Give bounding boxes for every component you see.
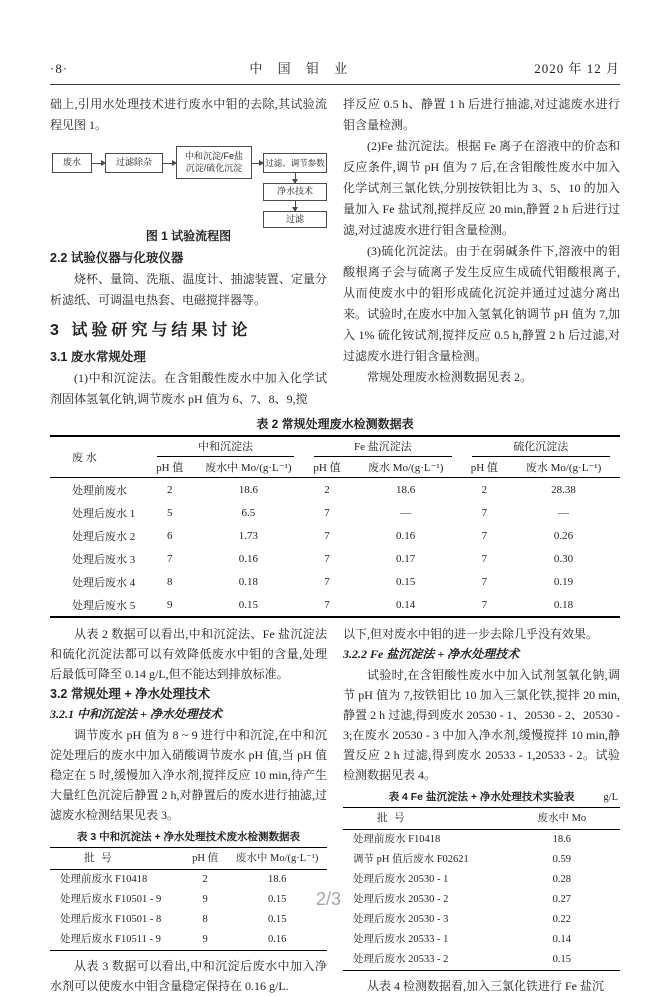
- page-number: ·8·: [50, 61, 69, 76]
- table4-cell-label: 处理后废水 20530 - 3: [353, 914, 449, 925]
- table4-title: 表 4 Fe 盐沉淀法 + 净水处理技术实验表: [388, 791, 575, 803]
- table3-cell: 0.16: [267, 934, 287, 945]
- table2-cell: 0.14: [396, 598, 416, 611]
- heading-3-2-2: 3.2.2 Fe 盐沉淀法 + 净水处理技术: [343, 647, 520, 661]
- table2-cell: 18.6: [238, 483, 258, 496]
- table2-cell: 28.38: [551, 483, 576, 496]
- table3-cell-label: 处理后废水 F10501 - 9: [60, 894, 162, 905]
- heading-2-2: 2.2 试验仪器与化玻仪器: [50, 251, 184, 265]
- heading-3: 3 试验研究与结果讨论: [50, 322, 252, 339]
- table3-cell-label: 处理后废水 F10511 - 9: [60, 934, 161, 945]
- table2-group3: 硫化沉淀法: [462, 436, 620, 457]
- table2-cell: 7: [481, 575, 488, 588]
- table2-subheader-mo: 废水 Mo/(g·L⁻¹): [507, 457, 620, 478]
- table3-cell: 2: [202, 874, 208, 885]
- flow-box-wastewater: 废水: [52, 153, 92, 173]
- arrow-down-icon: [295, 201, 296, 211]
- right-column-bottom: [343, 624, 620, 996]
- table4-header-batch: 批 号: [343, 808, 504, 830]
- table2-cell: 7: [324, 529, 330, 542]
- left-column-bottom: [50, 624, 327, 996]
- page-indicator: 2/3: [315, 889, 342, 909]
- table4-cell: 0.22: [552, 914, 572, 925]
- table2-cell: 7: [166, 552, 173, 565]
- table2-cell: 5: [166, 506, 173, 519]
- table3-cell: 0.15: [267, 894, 287, 905]
- table2-cell-label: 处理后废水 1: [72, 507, 136, 520]
- flow-box-precipitation-line2: 沉淀/硫化沉淀: [185, 162, 243, 173]
- table2-row: [50, 547, 620, 570]
- table2-cell: 1.73: [238, 529, 258, 542]
- running-header: [50, 58, 620, 85]
- table3-header-batch: 批 号: [50, 848, 183, 870]
- table2-cell-label: 处理后废水 4: [72, 576, 136, 589]
- table2-cell: 7: [324, 552, 330, 565]
- table2-cell-label: 处理后废水 5: [72, 599, 136, 612]
- table2-cell: —: [400, 506, 412, 519]
- arrow-down-icon: [295, 173, 296, 183]
- table4-cell-label: 处理前废水 F10418: [353, 834, 441, 845]
- table3-row: [50, 930, 327, 951]
- flow-box-filter-adjust: 过滤、调节参数: [263, 153, 327, 173]
- table4-cell-label: 处理后废水 20533 - 2: [353, 954, 449, 965]
- table3-row: [50, 890, 327, 910]
- table2-cell: 7: [481, 598, 488, 611]
- table3: [50, 847, 327, 951]
- table4-title-bar: [343, 789, 620, 805]
- table2-cell: 9: [166, 598, 173, 611]
- paragraph: (1)中和沉淀法。在含钼酸性废水中加入化学试剂固体氢氧化钠,调节废水 pH 值为 6、7、8、9,搅: [50, 371, 327, 406]
- paragraph: 拌反应 0.5 h、静置 1 h 后进行抽滤,对过滤废水进行钼含量检测。: [343, 97, 620, 132]
- table2-row: [50, 593, 620, 617]
- table2-group2: Fe 盐沉淀法: [304, 436, 461, 457]
- paragraph: 从表 3 数据可以看出,中和沉淀后废水中加入净水剂可以使废水中钼含量稳定保持在 0.16 g/L.: [50, 959, 327, 993]
- table2-row: [50, 501, 620, 524]
- flow-box-precipitation: [176, 146, 252, 179]
- table2-cell: 0.19: [553, 575, 574, 588]
- bottom-columns: [50, 624, 620, 996]
- table4-cell-label: 调节 pH 值后废水 F02621: [353, 854, 469, 865]
- right-column-top: [343, 94, 620, 410]
- table2-title: 表 2 常规处理废水检测数据表: [256, 417, 414, 431]
- table3-cell: 9: [202, 934, 208, 945]
- table4-row: [343, 870, 620, 890]
- table4-cell: 18.6: [552, 834, 572, 845]
- flow-box-filter-impurity: 过滤除杂: [105, 153, 163, 173]
- table2-cell-label: 处理后废水 2: [72, 530, 136, 543]
- table2-cell: 0.18: [553, 598, 574, 611]
- journal-title: 中 国 钼 业: [249, 61, 354, 76]
- table3-cell: 18.6: [267, 874, 287, 885]
- arrow-right-icon: [92, 163, 105, 164]
- table2-cell: 0.16: [238, 552, 258, 565]
- table2-cell: 0.15: [238, 598, 258, 611]
- table2-cell: 7: [324, 506, 330, 519]
- table2-cell: —: [558, 506, 570, 519]
- table4-unit: g/L: [603, 792, 618, 803]
- table2-cell: 0.15: [396, 575, 416, 588]
- paragraph: (3)硫化沉淀法。由于在弱碱条件下,溶液中的钼酸根离子会与硫离子发生反应生成硫代钼酸根离子,从而使废水中的钼形成硫化沉淀并通过过滤分离出来。试验时,在废水中加入氢氧化钠调节 pH 值为 7,加入 1% 硫化铵试剂,搅拌反应 0.5 h,静置 2 h 后过滤,对过滤废水进行钼含量检测。: [343, 244, 620, 363]
- table2-col-waste: 废 水: [50, 436, 147, 478]
- table4-cell: 0.14: [552, 934, 572, 945]
- table2-subheader-ph: pH 值: [304, 457, 350, 478]
- table2-cell: 7: [324, 598, 330, 611]
- table4-cell-label: 处理后废水 20533 - 1: [353, 934, 449, 945]
- table2-cell: 2: [481, 483, 488, 496]
- paragraph: 试验时,在含钼酸性废水中加入试剂氢氧化钠,调节 pH 值为 7,按铁钼比 10 加入三氯化铁,搅拌 20 min,静置 2 h 过滤,得到废水 20530 - 1、20530 - 2、20530 - 3;在废水 20530 - 3 中加入净水剂,缓慢搅拌 10 min,静置反应 2 h 过滤,得到废水 20533 - 1,20533 - 2。试验检测数据见表 4。: [343, 668, 620, 782]
- table4-cell: 0.59: [552, 854, 572, 865]
- table4: [343, 807, 620, 971]
- table2-subheader-mo: 废水中 Mo/(g·L⁻¹): [192, 457, 304, 478]
- table2-block: [50, 416, 620, 618]
- table2-row: [50, 478, 620, 502]
- table4-row: [343, 910, 620, 930]
- table4-header-mo: 废水中 Mo: [504, 808, 620, 830]
- paragraph: 烧杯、量筒、洗瓶、温度计、抽滤装置、定量分析滤纸、可调温电热套、电磁搅拌器等。: [50, 272, 327, 307]
- table4-row: [343, 890, 620, 910]
- flow-box-precipitation-line1: 中和沉淀/Fe盐: [184, 151, 243, 162]
- table2-row: [50, 570, 620, 593]
- table2-cell: 7: [481, 552, 488, 565]
- table4-row: [343, 930, 620, 950]
- table2-cell: 6.5: [241, 506, 256, 519]
- top-columns: [50, 94, 620, 410]
- table2-subheader-ph: pH 值: [462, 457, 508, 478]
- table4-cell: 0.27: [552, 894, 572, 905]
- table2-cell: 8: [166, 575, 173, 588]
- flow-box-purify: 净水技术: [263, 183, 327, 201]
- table2-cell: 0.30: [553, 552, 574, 565]
- table2-cell: 2: [166, 483, 173, 496]
- table3-cell-label: 处理前废水 F10418: [60, 874, 148, 885]
- paragraph: 从表 4 检测数据看,加入三氯化铁进行 Fe 盐沉: [367, 979, 605, 993]
- figure1-caption: 图 1 试验流程图: [145, 229, 232, 243]
- left-column-top: [50, 94, 327, 410]
- paragraph: 以下,但对废水中钼的进一步去除几乎没有效果。: [343, 627, 599, 641]
- paragraph: 础上,引用水处理技术进行废水中钼的去除,其试验流程见图 1。: [50, 97, 327, 132]
- table2-subheader-mo: 废水 Mo/(g·L⁻¹): [350, 457, 462, 478]
- table2-cell: 6: [166, 529, 173, 542]
- table3-row: [50, 870, 327, 891]
- table2-cell: 0.17: [396, 552, 416, 565]
- table2-subheader-ph: pH 值: [147, 457, 193, 478]
- table4-cell-label: 处理后废水 20530 - 1: [353, 874, 449, 885]
- table2-cell: 7: [324, 575, 330, 588]
- table2-cell: 18.6: [396, 483, 416, 496]
- table2-cell: 0.18: [238, 575, 258, 588]
- table3-header-ph: pH 值: [183, 848, 227, 870]
- table4-row: [343, 850, 620, 870]
- arrow-right-icon: [163, 163, 176, 164]
- table3-header-mo: 废水中 Mo/(g·L⁻¹): [227, 848, 327, 870]
- table3-cell-label: 处理后废水 F10501 - 8: [60, 914, 162, 925]
- table3-cell: 9: [202, 894, 208, 905]
- paragraph: (2)Fe 盐沉淀法。根据 Fe 离子在溶液中的价态和反应条件,调节 pH 值为 7 后,在含钼酸性废水中加入化学试剂三氯化铁,分别按铁钼比为 3、5、10 的加入量加入 Fe 盐试剂,搅拌反应 20 min,静置 2 h 后进行过滤,对过滤废水进行钼含量检测。: [343, 139, 620, 237]
- table2-group1: 中和沉淀法: [147, 436, 304, 457]
- table3-cell: 8: [202, 914, 208, 925]
- paragraph: 调节废水 pH 值为 8 ~ 9 进行中和沉淀,在中和沉淀处理后的废水中加入硝酸调节废水 pH 值,当 pH 值稳定在 5 时,缓慢加入净水剂,搅拌反应 10 min,待产生大量红色沉淀后静置 2 h,对静置后的废水进行抽滤,过滤废水检测结果见表 3。: [50, 728, 327, 822]
- table2-row: [50, 524, 620, 547]
- heading-3-1: 3.1 废水常规处理: [50, 350, 146, 364]
- table4-row: [343, 950, 620, 971]
- table2-cell: 7: [481, 506, 488, 519]
- table4-cell-label: 处理后废水 20530 - 2: [353, 894, 449, 905]
- table4-cell: 0.28: [552, 874, 572, 885]
- table4-row: [343, 830, 620, 851]
- table3-row: [50, 910, 327, 930]
- heading-3-2-1: 3.2.1 中和沉淀法 + 净水处理技术: [50, 707, 222, 721]
- paragraph: 从表 2 数据可以看出,中和沉淀法、Fe 盐沉淀法和硫化沉淀法都可以有效降低废水中钼的含量,处理后最低可降至 0.14 g/L,但不能达到排放标准。: [50, 627, 327, 681]
- figure1-flowchart: [50, 141, 327, 225]
- paragraph: 常规处理废水检测数据见表 2。: [367, 370, 533, 384]
- table4-cell: 0.15: [552, 954, 572, 965]
- table2-cell-label: 处理前废水: [72, 484, 127, 497]
- table2-cell: 2: [324, 483, 330, 496]
- table2-cell: 0.26: [553, 529, 574, 542]
- table2-cell: 7: [481, 529, 488, 542]
- flow-box-filter: 过滤: [263, 211, 327, 228]
- heading-3-2: 3.2 常规处理 + 净水处理技术: [50, 687, 211, 701]
- table2: [50, 435, 620, 618]
- arrow-right-icon: [252, 163, 263, 164]
- table3-cell: 0.15: [267, 914, 287, 925]
- table2-cell-label: 处理后废水 3: [72, 553, 136, 566]
- table2-cell: 0.16: [396, 529, 416, 542]
- issue-date: 2020 年 12 月: [534, 61, 620, 76]
- table3-title: 表 3 中和沉淀法 + 净水处理技术废水检测数据表: [76, 831, 301, 843]
